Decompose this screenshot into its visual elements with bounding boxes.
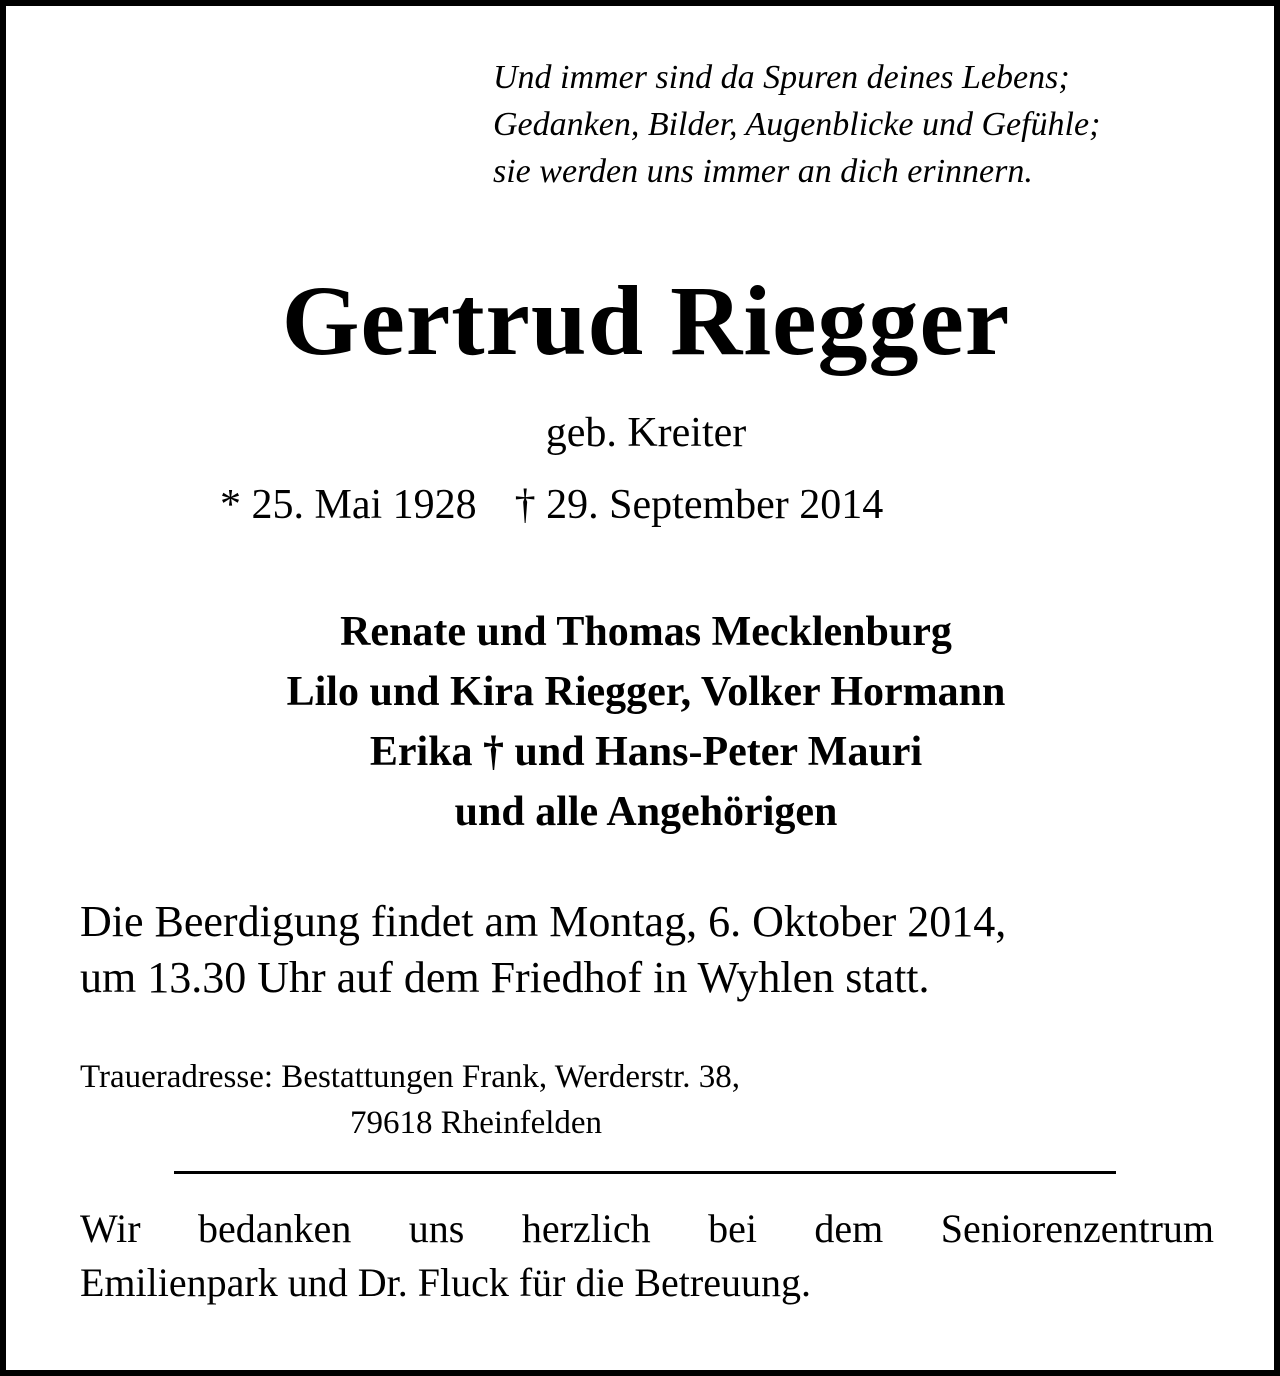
mourners-list <box>6 602 1280 842</box>
mourner-line: Erika † und Hans-Peter Mauri <box>369 729 923 775</box>
thanks-note <box>80 1202 1214 1310</box>
mourner-line: Lilo und Kira Riegger, Volker Hormann <box>286 669 1006 715</box>
address-line: 79618 Rheinfelden <box>350 1105 603 1141</box>
mourner-line: und alle Angehörigen <box>454 789 838 835</box>
memorial-quote <box>493 54 1253 195</box>
address-line: Traueradresse: Bestattungen Frank, Werderstr. 38, <box>80 1059 740 1095</box>
divider-rule <box>174 1171 1116 1174</box>
funeral-line: um 13.30 Uhr auf dem Friedhof in Wyhlen statt. <box>80 953 930 1002</box>
thanks-line: Emilienpark und Dr. Fluck für die Betreuung. <box>80 1260 811 1305</box>
thanks-line: Wir bedanken uns herzlich bei dem Seniorenzentrum <box>80 1206 1214 1251</box>
condolence-address <box>80 1054 740 1146</box>
quote-line: Gedanken, Bilder, Augenblicke und Gefühle; <box>493 106 1101 143</box>
deceased-name: Gertrud Riegger <box>281 265 1011 376</box>
funeral-announcement <box>80 894 1240 1006</box>
birth-date: * 25. Mai 1928 <box>220 482 477 528</box>
life-dates <box>220 478 883 532</box>
quote-line: Und immer sind da Spuren deines Lebens; <box>493 59 1070 96</box>
death-date: † 29. September 2014 <box>514 482 884 528</box>
mourner-line: Renate und Thomas Mecklenburg <box>340 609 952 655</box>
funeral-line: Die Beerdigung findet am Montag, 6. Oktober 2014, <box>80 897 1007 946</box>
quote-line: sie werden uns immer an dich erinnern. <box>493 153 1033 190</box>
maiden-name: geb. Kreiter <box>545 410 747 456</box>
